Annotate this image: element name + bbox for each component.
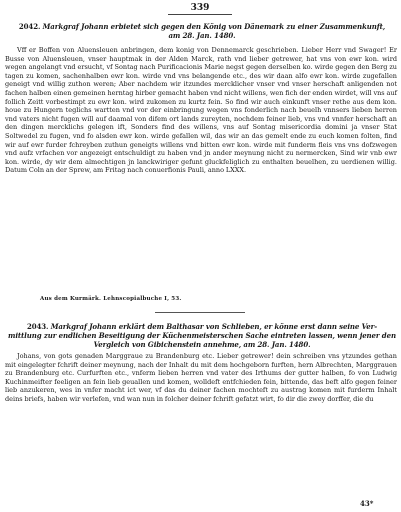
- source-citation: Aus dem Kurmärk. Lehnscopialbuche I, 53.: [40, 296, 182, 302]
- heading-text-line2: mittlung zur endlichen Beseitigung der Küchenmeisterschen Sache eintreten lassen, wenn jener den: [8, 331, 396, 340]
- entry-number: 2043.: [26, 322, 49, 331]
- header-rule: [168, 14, 232, 15]
- heading-text: Markgraf Johann erbietet sich gegen den König von Dänemark zu einer Zusammenkunft,: [42, 22, 386, 31]
- page-number: 339: [190, 3, 210, 13]
- heading-text-line3: Vergleich von Gibichenstein annehme, am 28. Jan. 1480.: [93, 340, 311, 349]
- entry-2043-body: [5, 352, 397, 404]
- entry-2043-heading: [6, 322, 398, 349]
- entry-2042-heading: [6, 22, 398, 40]
- heading-date: am 28. Jan. 1480.: [168, 31, 236, 40]
- body-paragraph: Johans, von gots genaden Marggraue zu Brandenburg etc. Lieber getrewer! dein schreiben vns ytzundes gethan mit eingelegter fchrift deiner meynung, nach der Inhalt du mit dem hochgeborn furften, hern Albrechten, Marggrauen zu Brandenburg etc. Curfurften etc., vnferm lieben herren vnd vater des Irthums der gutter halben, fo von Ludwig Kuchinmeifter feeligen an fein lieb geuallen und komen, wolldeft entfchieden fein, bittende, das beft alfo gegen feiner lieb anzukeren, wes in vnfer macht ict wer, vf das du deiner fachen mochteft zu austrag komen mit furderm Inhalt deins briefs, haben wir verlefen, vnd wan nun in folcher deiner fchrift gefatzt wirt, fo dir die zwey dorffer, die du: [5, 352, 397, 403]
- body-paragraph: Vff er Boffen von Aluensleuen anbringen, dem konig von Dennemarck geschrieben. Lieber Herr vnd Swager! Er Busse von Aluensleuen, vnser hauptmak in der Alden Marck, rath vnd lieber getrewer, hat vns von ewr kon. wird wegen angelangt vnd ersucht, vf Sontag nach Purificacionis Marie negst gegen derselben ko. wirde gegen den Berg zu tagen zu komen, sachenhalben ewr kon. wirde vnd vns belangende etc., des wir daan alfo ewr kon. wirde zugefallen geneigt vnd willig zuthon weren; Aber nachdem wir itzundes mercklicher vnser vnd vnser herschaft anligenden not fachen halben einen gemeinen herntag hirber gemacht haben vnd nicht willens, wen fich der enden wirdet, will vns auf follich Zeitt vorbestimpt zu ewr kon. wird zukomen zu kurtz fein. So find wir auch einkunft vnser rethe aus dem kon. houe zu Hungern teglichs wartten vnd vor der einbringung wegen vns fonderlich nach beuelh vnnsers lieben herren vnd vaters nicht fugen will auf daamal von difem ort lands zureyten, nochdem feiner lieb, vns vnd vnnfer herschaft an den dingen mercklichs gelegen ift, Sonders find des willens, vns auf Sontag misericordia domini ja vnser Stat Soltwedel zu fugen, vnd fo alsden ewr kon. wirde gefallen wil, das wir an das gemelt ende zu euch komen folten, find wir auf ewr furder fchreyben zuthun geneigts willens vnd bitten ewr kon. wirde mit funderm fleis vns vns dofzwegen vnd aufz vrfachen vor angezeigt entschuldigt zu haben vnd jn ander meynung nicht zu nermercken, Sind wir vnb ewr kon. wirde, dy wir dem almechtigen jn lanckwiriger gefunt gluckfeliglich zu enthalten beuelhen, zu uerdienen willig. Datum Coln an der Sprew, am Fritag nach conuerfionis Pauli, anno LXXX.: [5, 46, 397, 175]
- separator-rule: [155, 312, 245, 313]
- entry-number: 2042.: [18, 22, 41, 31]
- entry-2042-body: [5, 46, 397, 175]
- signature-mark: 43*: [360, 499, 374, 508]
- heading-text: Markgraf Johann erklärt dem Balthasar von Schlieben, er könne erst dann seine Ver-: [50, 322, 378, 331]
